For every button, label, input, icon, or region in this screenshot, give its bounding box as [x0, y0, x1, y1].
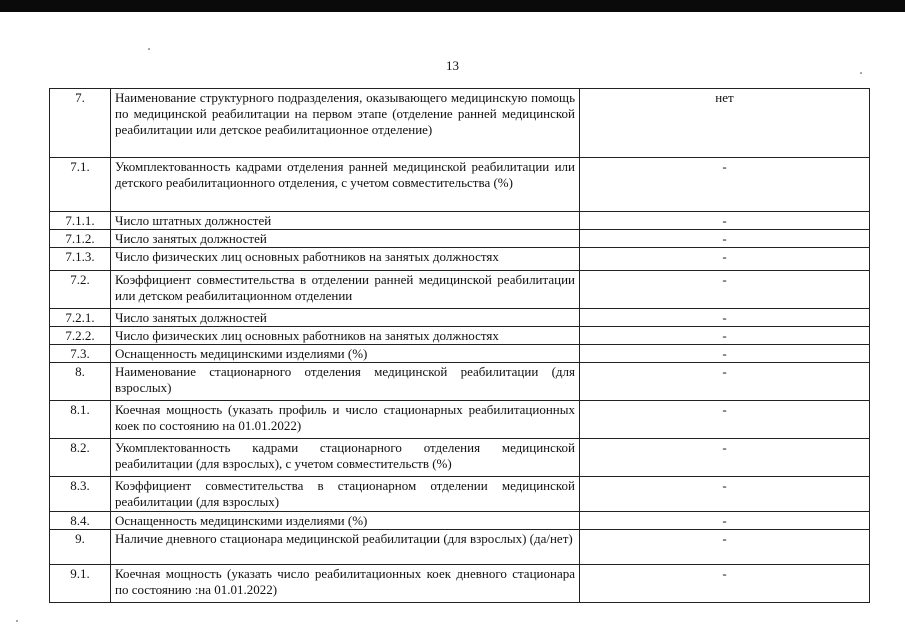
table-row [50, 271, 870, 309]
row-number: 8.4. [50, 512, 111, 530]
row-value: - [580, 309, 870, 327]
indicators-table [49, 88, 870, 603]
table-row [50, 327, 870, 345]
row-number: 9.1. [50, 565, 111, 603]
row-number: 7.2.2. [50, 327, 111, 345]
row-number: 8. [50, 363, 111, 401]
row-value: - [580, 512, 870, 530]
table-row [50, 89, 870, 158]
row-name: Число занятых должностей [111, 230, 580, 248]
row-name: Укомплектованность кадрами отделения ранней медицинской реабилитации или детского реабилитационного отделения, с учетом совместительства (%) [111, 158, 580, 212]
row-name: Наличие дневного стационара медицинской реабилитации (для взрослых) (да/нет) [111, 530, 580, 565]
table-row [50, 477, 870, 512]
row-number: 7.1.3. [50, 248, 111, 271]
row-name: Число штатных должностей [111, 212, 580, 230]
scan-top-border [0, 0, 905, 12]
scan-speck [148, 48, 150, 50]
table-row [50, 530, 870, 565]
row-name: Укомплектованность кадрами стационарного отделения медицинской реабилитации (для взрослых), с учетом совместительств (%) [111, 439, 580, 477]
row-number: 7. [50, 89, 111, 158]
row-number: 7.2. [50, 271, 111, 309]
row-name: Число физических лиц основных работников на занятых должностях [111, 327, 580, 345]
table-row [50, 401, 870, 439]
row-value: - [580, 345, 870, 363]
row-value: - [580, 363, 870, 401]
row-name: Коэффициент совместительства в отделении ранней медицинской реабилитации или детском реабилитационном отделении [111, 271, 580, 309]
table-row [50, 212, 870, 230]
row-value: - [580, 565, 870, 603]
row-value: - [580, 401, 870, 439]
row-number: 7.1. [50, 158, 111, 212]
row-value: - [580, 230, 870, 248]
row-name: Коэффициент совместительства в стационарном отделении медицинской реабилитации (для взрослых) [111, 477, 580, 512]
row-value: нет [580, 89, 870, 158]
page-number: 13 [446, 58, 459, 73]
row-name: Оснащенность медицинскими изделиями (%) [111, 345, 580, 363]
table-row [50, 158, 870, 212]
row-name: Коечная мощность (указать число реабилитационных коек дневного стационара по состоянию :на 01.01.2022) [111, 565, 580, 603]
scan-speck [16, 620, 18, 622]
table-row [50, 439, 870, 477]
table-row [50, 248, 870, 271]
row-value: - [580, 530, 870, 565]
row-value: - [580, 212, 870, 230]
row-value: - [580, 271, 870, 309]
row-number: 9. [50, 530, 111, 565]
table-row [50, 363, 870, 401]
scan-speck [860, 72, 862, 74]
row-name: Оснащенность медицинскими изделиями (%) [111, 512, 580, 530]
row-number: 7.3. [50, 345, 111, 363]
row-name: Наименование структурного подразделения, оказывающего медицинскую помощь по медицинской реабилитации на первом этапе (отделение ранней медицинской реабилитации или детское реабилитационное отделение) [111, 89, 580, 158]
table-row [50, 309, 870, 327]
table-row [50, 512, 870, 530]
table-row [50, 565, 870, 603]
row-name: Коечная мощность (указать профиль и число стационарных реабилитационных коек по состоянию на 01.01.2022) [111, 401, 580, 439]
row-name: Число физических лиц основных работников на занятых должностях [111, 248, 580, 271]
row-number: 7.1.1. [50, 212, 111, 230]
row-value: - [580, 248, 870, 271]
row-number: 8.1. [50, 401, 111, 439]
row-name: Число занятых должностей [111, 309, 580, 327]
table-row [50, 230, 870, 248]
row-number: 8.3. [50, 477, 111, 512]
row-number: 8.2. [50, 439, 111, 477]
table-row [50, 345, 870, 363]
row-value: - [580, 158, 870, 212]
row-value: - [580, 477, 870, 512]
row-number: 7.2.1. [50, 309, 111, 327]
row-number: 7.1.2. [50, 230, 111, 248]
row-name: Наименование стационарного отделения медицинской реабилитации (для взрослых) [111, 363, 580, 401]
row-value: - [580, 327, 870, 345]
row-value: - [580, 439, 870, 477]
